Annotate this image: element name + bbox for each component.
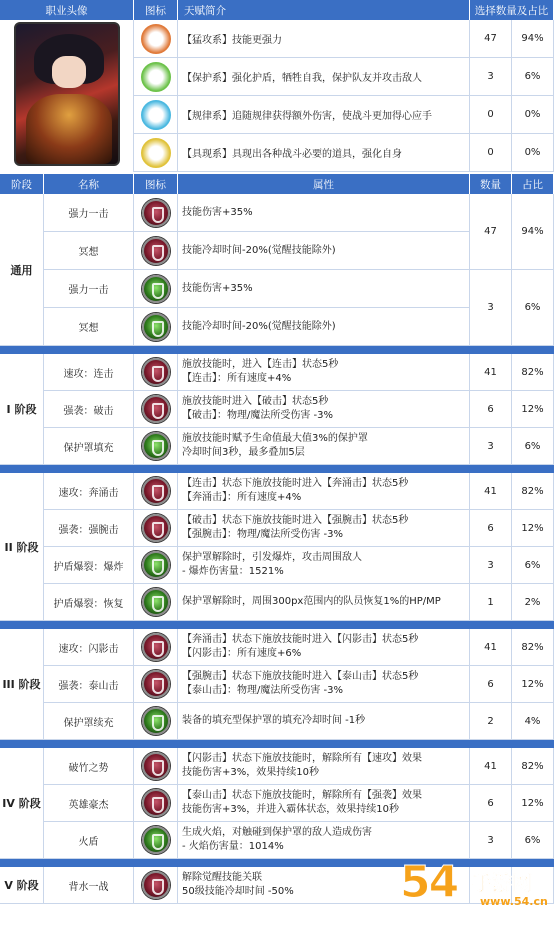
skill-attributes	[178, 666, 470, 703]
orbit-crest-icon	[141, 100, 171, 130]
skill-name: 冥想	[44, 308, 134, 346]
name-col-header: 名称	[44, 174, 134, 194]
skill-name: 背水一战	[44, 867, 134, 904]
count-col-header-2: 数量	[470, 174, 512, 194]
skill-attributes	[178, 428, 470, 465]
talent-percent: 94%	[512, 20, 554, 58]
intro-col-header: 天赋简介	[178, 0, 470, 20]
skill-name: 保护罩填充	[44, 428, 134, 465]
skill-icon-cell	[134, 473, 178, 510]
skill-percent: 82%	[512, 473, 554, 510]
skill-icon-cell	[134, 308, 178, 346]
attr-line: 施放技能时赋予生命值最大值3%的保护罩	[182, 433, 368, 444]
skill-percent: 6%	[512, 547, 554, 584]
talent-description: 【规律系】追随规律获得额外伤害，使战斗更加得心应手	[178, 96, 470, 134]
skill-attributes	[178, 584, 470, 621]
stage-col-header: 阶段	[0, 174, 44, 194]
attr-line: - 爆炸伤害量：1521%	[182, 566, 284, 577]
skill-icon	[142, 275, 170, 303]
skill-icon	[142, 871, 170, 899]
skill-attributes	[178, 473, 470, 510]
attr-line: 装备的填充型保护罩的填充冷却时间 -1秒	[182, 715, 366, 726]
skill-icon	[142, 789, 170, 817]
skill-percent: 12%	[512, 510, 554, 547]
skill-name: 速攻：连击	[44, 354, 134, 391]
skill-percent: 82%	[512, 748, 554, 785]
skill-count: 2	[470, 703, 512, 740]
skill-icon	[142, 237, 170, 265]
skill-icon-cell	[134, 510, 178, 547]
skill-icon-cell	[134, 391, 178, 428]
attr-line: 冷却时间3秒，最多叠加5层	[182, 447, 305, 458]
talent-percent: 6%	[512, 58, 554, 96]
attr-line: 解除觉醒技能关联	[182, 872, 262, 883]
skill-percent: 2%	[512, 584, 554, 621]
avatar-cell	[0, 20, 134, 172]
talent-description: 【具现系】具现出各种战斗必要的道具，强化自身	[178, 134, 470, 172]
skill-count: 6	[470, 785, 512, 822]
skill-count: 3	[470, 822, 512, 859]
attr-line: 技能伤害+3%，效果持续10秒	[182, 767, 319, 778]
skill-percent: 4%	[512, 703, 554, 740]
talent-count: 47	[470, 20, 512, 58]
skill-count: 6	[470, 666, 512, 703]
attr-line: 【强腕击】：物理/魔法所受伤害 -3%	[182, 529, 344, 540]
skill-name: 保护罩续充	[44, 703, 134, 740]
skill-icon	[142, 707, 170, 735]
skill-count: 41	[470, 473, 512, 510]
section-divider	[0, 621, 554, 629]
count-col-header: 选择数量及占比	[470, 0, 554, 20]
watermark-brand: 54	[400, 857, 458, 908]
skill-icon	[142, 551, 170, 579]
attr-line: 保护罩解除时，周围300px范围内的队员恢复1%的HP/MP	[182, 596, 441, 607]
skill-icon-cell	[134, 270, 178, 308]
skill-name: 强力一击	[44, 270, 134, 308]
skill-attributes	[178, 232, 470, 270]
skill-count: 1	[470, 584, 512, 621]
pct-col-header: 占比	[512, 174, 554, 194]
skill-count: 6	[470, 510, 512, 547]
attr-line: 技能冷却时间-20%(觉醒技能除外)	[182, 320, 336, 332]
skill-attributes	[178, 354, 470, 391]
skill-count: 3	[470, 547, 512, 584]
attr-line: 50级技能冷却时间 -50%	[182, 886, 294, 897]
talent-description: 【保护系】强化护盾，牺牲自我，保护队友并攻击敌人	[178, 58, 470, 96]
section-divider	[0, 346, 554, 354]
skill-icon	[142, 670, 170, 698]
attr-line: 【闪影击】状态下施放技能时，解除所有【速攻】效果	[182, 753, 422, 764]
attr-line: - 火焰伤害量：1014%	[182, 841, 284, 852]
group-percent: 6%	[512, 270, 554, 346]
talent-count: 0	[470, 134, 512, 172]
icon-col-header: 图标	[134, 0, 178, 20]
skill-name: 强力一击	[44, 194, 134, 232]
skill-count: 3	[470, 428, 512, 465]
skill-count: 41	[470, 748, 512, 785]
skill-attributes	[178, 510, 470, 547]
attr-col-header: 属性	[178, 174, 470, 194]
skill-icon-cell	[134, 547, 178, 584]
attr-line: 【泰山击】状态下施放技能时，解除所有【强袭】效果	[182, 790, 422, 801]
stage-label: I 阶段	[0, 354, 44, 465]
skill-count: 6	[470, 391, 512, 428]
skill-name: 速攻：奔涌击	[44, 473, 134, 510]
talent-description: 【猛攻系】技能更强力	[178, 20, 470, 58]
attr-line: 技能冷却时间-20%(觉醒技能除外)	[182, 244, 336, 256]
skill-attributes	[178, 391, 470, 428]
skill-percent: 82%	[512, 354, 554, 391]
skill-name: 强袭：强腕击	[44, 510, 134, 547]
skill-attributes	[178, 629, 470, 666]
watermark-site: 手游网	[472, 871, 532, 895]
talent-percent: 0%	[512, 96, 554, 134]
skill-name: 英雄豪杰	[44, 785, 134, 822]
skill-icon	[142, 752, 170, 780]
stage-label: IV 阶段	[0, 748, 44, 859]
talent-icon-cell	[134, 96, 178, 134]
skill-icon	[142, 199, 170, 227]
watermark-url: www.54.cn	[480, 895, 548, 908]
skill-icon-cell	[134, 194, 178, 232]
skill-icon	[142, 432, 170, 460]
group-count: 3	[470, 270, 512, 346]
skill-name: 强袭：破击	[44, 391, 134, 428]
skill-icon-cell	[134, 232, 178, 270]
skill-icon-cell	[134, 748, 178, 785]
skill-percent: 6%	[512, 428, 554, 465]
skill-name: 速攻：闪影击	[44, 629, 134, 666]
avatar-col-header: 职业头像	[0, 0, 134, 20]
skill-icon	[142, 514, 170, 542]
attr-line: 【强腕击】状态下施放技能时进入【泰山击】状态5秒	[182, 671, 419, 682]
section-divider	[0, 465, 554, 473]
attr-line: 【破击】状态下施放技能时进入【强腕击】状态5秒	[182, 515, 409, 526]
skill-icon-cell	[134, 785, 178, 822]
skill-icon-cell	[134, 703, 178, 740]
skill-percent: 12%	[512, 785, 554, 822]
skill-attributes	[178, 785, 470, 822]
skill-icon	[142, 313, 170, 341]
attr-line: 施放技能时进入【破击】状态5秒	[182, 396, 329, 407]
attr-line: 【连击】：所有速度+4%	[182, 373, 292, 384]
skill-icon-cell	[134, 584, 178, 621]
attr-line: 【奔涌击】状态下施放技能时进入【闪影击】状态5秒	[182, 634, 419, 645]
leaf-crest-icon	[141, 62, 171, 92]
skill-icon	[142, 358, 170, 386]
skill-icon	[142, 395, 170, 423]
skill-icon-cell	[134, 666, 178, 703]
crown-crest-icon	[141, 138, 171, 168]
talent-icon-cell	[134, 58, 178, 96]
site-watermark	[400, 853, 550, 923]
skill-count: 41	[470, 354, 512, 391]
skill-name: 破竹之势	[44, 748, 134, 785]
skill-icon	[142, 477, 170, 505]
skill-attributes	[178, 270, 470, 308]
stage-label: 通用	[0, 194, 44, 346]
skill-icon	[142, 633, 170, 661]
skill-attributes	[178, 194, 470, 232]
attr-line: 施放技能时，进入【连击】状态5秒	[182, 359, 339, 370]
talent-icon-cell	[134, 134, 178, 172]
talent-count: 0	[470, 96, 512, 134]
skill-name: 护盾爆裂：恢复	[44, 584, 134, 621]
skill-icon-cell	[134, 629, 178, 666]
skill-name: 强袭：泰山击	[44, 666, 134, 703]
skill-icon	[142, 826, 170, 854]
skill-icon	[142, 588, 170, 616]
skill-percent: 82%	[512, 629, 554, 666]
skill-count: 41	[470, 629, 512, 666]
skill-attributes	[178, 308, 470, 346]
stage-label: V 阶段	[0, 867, 44, 904]
attr-line: 【连击】状态下施放技能时进入【奔涌击】状态5秒	[182, 478, 409, 489]
skill-percent: 6%	[512, 822, 554, 859]
skill-attributes	[178, 547, 470, 584]
skill-attributes	[178, 748, 470, 785]
skill-name: 护盾爆裂：爆炸	[44, 547, 134, 584]
attr-line: 【闪影击】：所有速度+6%	[182, 648, 302, 659]
skill-icon-cell	[134, 867, 178, 904]
skill-percent: 12%	[512, 391, 554, 428]
talent-count: 3	[470, 58, 512, 96]
attr-line: 【破击】：物理/魔法所受伤害 -3%	[182, 410, 334, 421]
stage-label: II 阶段	[0, 473, 44, 621]
attr-line: 技能伤害+35%	[182, 282, 253, 294]
icon-col-header-2: 图标	[134, 174, 178, 194]
skill-percent: 12%	[512, 666, 554, 703]
talent-percent: 0%	[512, 134, 554, 172]
attr-line: 生成火焰，对触碰到保护罩的敌人造成伤害	[182, 827, 372, 838]
attr-line: 保护罩解除时，引发爆炸，攻击周围敌人	[182, 552, 362, 563]
section-divider	[0, 740, 554, 748]
attr-line: 技能伤害+35%	[182, 206, 253, 218]
attr-line: 【奔涌击】：所有速度+4%	[182, 492, 302, 503]
axe-crest-icon	[141, 24, 171, 54]
attr-line: 技能伤害+3%，并进入霸体状态，效果持续10秒	[182, 804, 399, 815]
attr-line: 【泰山击】：物理/魔法所受伤害 -3%	[182, 685, 344, 696]
skill-name: 火盾	[44, 822, 134, 859]
skill-attributes	[178, 703, 470, 740]
skill-icon-cell	[134, 822, 178, 859]
skill-icon-cell	[134, 354, 178, 391]
skill-name: 冥想	[44, 232, 134, 270]
group-percent: 94%	[512, 194, 554, 270]
stage-label: III 阶段	[0, 629, 44, 740]
talent-icon-cell	[134, 20, 178, 58]
skill-icon-cell	[134, 428, 178, 465]
group-count: 47	[470, 194, 512, 270]
